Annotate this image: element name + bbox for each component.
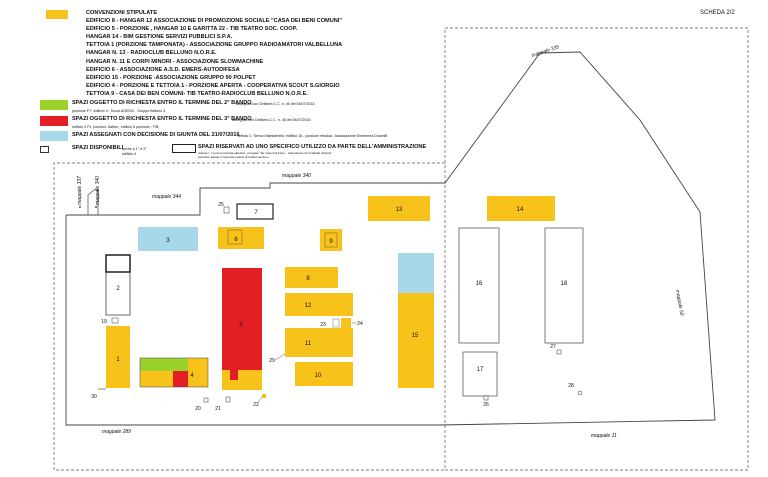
- label-23: 23: [320, 322, 326, 328]
- building-12-ext: [341, 318, 351, 328]
- building-17: [463, 352, 497, 396]
- structure-26: [484, 396, 488, 400]
- label-building-15: 15: [411, 333, 419, 339]
- label-building-14: 14: [516, 207, 524, 213]
- label-building-2: 2: [116, 286, 120, 292]
- building-23: [333, 319, 339, 327]
- legend-title-giunta: SPAZI ASSEGNATI CON DECISIONE DI GIUNTA DEL 21/07/2016: [72, 132, 240, 138]
- legend-note-riservati-1: tettoia n. 7 ovvero piccola palestra , progetto "Ex caserma Fiore - Laboratorio di creatività urbana": [198, 151, 332, 155]
- label-building-5: 5: [239, 322, 243, 328]
- label-21: 21: [215, 406, 221, 412]
- building-6: [218, 227, 264, 249]
- label-building-18: 18: [560, 281, 568, 287]
- label-building-12: 12: [304, 303, 312, 309]
- parcel-label-337: mappale 337: [77, 176, 83, 205]
- boundary-marker: [79, 206, 81, 208]
- parcel-label-340-west: mappale 340: [95, 176, 101, 205]
- parcel-label-289: mappale 289: [102, 429, 131, 435]
- label-building-10: 10: [314, 373, 322, 379]
- legend-stipulate-line: TETTOIA 9 - CASA DEI BEN COMUNI- TIB TEATRO-RADIOCLUB BELLUNO N.O.R.E.: [86, 90, 308, 97]
- label-building-6: 6: [234, 237, 238, 243]
- label-building-16: 16: [475, 281, 483, 287]
- structure-27: [557, 350, 561, 354]
- legend-stipulate-line: EDIFICIO 4 - PORZIONE E TETTOIA 1 - PORZIONE APERTA - COOPERATIVA SCOUT S.GIORGIO: [86, 82, 340, 89]
- legend-stipulate-line: EDIFICIO 15 - PORZIONE -ASSOCIAZIONE GRUPPO 90 POLPET: [86, 74, 256, 81]
- label-20: 20: [195, 406, 201, 412]
- leader-22: [258, 397, 262, 402]
- structure-21: [226, 397, 230, 402]
- legend-stipulate-line: EDIFICIO 5 - PORZIONE , HANGAR 10 E GARITTA 22 - TIB TEATRO SOC. COOP.: [86, 26, 298, 33]
- legend-title-disponibili: SPAZI DISPONIBILI: [72, 145, 124, 151]
- label-building-9: 9: [329, 239, 333, 245]
- legend-note-disponibili: anche p 1° e 2° edificio 4: [122, 147, 147, 156]
- label-26: 26: [483, 402, 489, 408]
- structure-20: [204, 398, 208, 402]
- structure-22: [262, 394, 266, 398]
- legend-title-secondo-bando: SPAZI OGGETTO DI RICHIESTA ENTRO IL TERMINE DEL 2° BANDO: [72, 100, 252, 106]
- building-5-red-strip: [230, 370, 238, 380]
- label-25: 25: [218, 202, 224, 208]
- legend-title-riservati: SPAZI RISERVATI AD UNO SPECIFICO UTILIZZO DA PARTE DELL'AMMINISTRAZIONE: [198, 144, 427, 150]
- label-19: 19: [101, 319, 107, 325]
- label-28: 28: [568, 383, 574, 389]
- label-building-3: 3: [166, 238, 170, 244]
- label-30: 30: [91, 394, 97, 400]
- legend-note-terzo-bando: assegnati con Delibera C.C. n. 48 del 04/07/2016: [232, 118, 311, 122]
- legend-stipulate-line: EDIFICIO 8 - HANGAR 12 ASSOCIAZIONE DI PROMOZIONE SOCIALE "CASA DEI BENI COMUNI": [86, 18, 343, 24]
- label-29: 29: [269, 358, 275, 364]
- building-10: [295, 362, 353, 386]
- legend-note-secondo-bando: assegnati con Delibera C.C. n. 40 del 04/07/2016: [236, 102, 315, 106]
- legend-stipulate-line: TETTOIA 1 (PORZIONE TAMPONATA) - ASSOCIAZIONE GRUPPO RADIOAMATORI VALBELLUNA: [86, 42, 343, 49]
- sheet-label: SCHEDA 2/2: [700, 10, 735, 16]
- label-building-1: 1: [116, 357, 120, 363]
- structure-28: [578, 391, 582, 395]
- legend-note-riservati-2: porzione tettoia 2 riservata natura di trasformazione: [198, 155, 269, 159]
- label-27: 27: [550, 344, 556, 350]
- legend-title-terzo-bando: SPAZI OGGETTO DI RICHIESTA ENTRO IL TERMINE DEL 3° BANDO: [72, 116, 252, 122]
- legend-detail-secondo-bando: porzione P.T. edificio 4 : Scout AGESCI , Gruppo Belluno 3: [72, 109, 166, 113]
- leader-29: [275, 354, 285, 360]
- building-5-yellow: [222, 370, 262, 390]
- label-building-4: 4: [190, 373, 194, 379]
- label-building-13: 13: [395, 207, 403, 213]
- legend-note-giunta: tettoia 3 : Servizi Manutentivi; edificio 15 - porzione residua : Associazione Sveherma Dolomiti: [238, 134, 388, 138]
- building-8: [285, 267, 338, 288]
- label-building-7: 7: [254, 210, 258, 216]
- legend-stipulate-line: HANGAR N. 11 E CORPI MINORI - ASSOCIAZIONE SLOWMACHINE: [86, 58, 264, 65]
- label-building-17: 17: [476, 367, 484, 373]
- building-15: [398, 253, 434, 293]
- building-15-yellow: [398, 293, 434, 388]
- building-12: [285, 293, 353, 316]
- building-2: [106, 255, 130, 315]
- parcel-label-335: mappale 335: [530, 44, 561, 59]
- legend-stipulate-line: HANGAR N. 13 - RADIOCLUB BELLUNO N.O.R.E.: [86, 50, 217, 57]
- building-4-green: [140, 358, 188, 371]
- parcel-label-50: mappale 50: [674, 289, 685, 317]
- parcel-label-344: mappale 344: [152, 194, 181, 200]
- parcel-label-340-north: mappale 340: [282, 173, 311, 179]
- parcel-label-11: mappale 11: [591, 433, 617, 439]
- building-5: [222, 268, 262, 370]
- label-building-8: 8: [306, 276, 310, 282]
- label-24: 24: [357, 321, 363, 327]
- boundary-marker: [95, 206, 97, 208]
- building-4-red: [173, 371, 188, 387]
- legend-detail-terzo-bando: edificio 4 P.t. porzioni: Daltes ; edificio 5 porzione : TIB;: [72, 125, 160, 129]
- legend-title-stipulate: CONVENZIONI STIPULATE: [86, 10, 158, 16]
- structure-19: [112, 318, 118, 323]
- legend-stipulate-line: EDIFICIO 6 - ASSOCIAZIONE A.S.D. EMERS-AUTODIFESA: [86, 66, 240, 73]
- building-11: [285, 328, 353, 357]
- label-22: 22: [253, 402, 259, 408]
- structure-25: [224, 207, 229, 213]
- label-building-11: 11: [304, 341, 312, 347]
- legend-stipulate-line: HANGAR 14 - BIM GESTIONE SERVIZI PUBBLICI S.P.A.: [86, 34, 233, 41]
